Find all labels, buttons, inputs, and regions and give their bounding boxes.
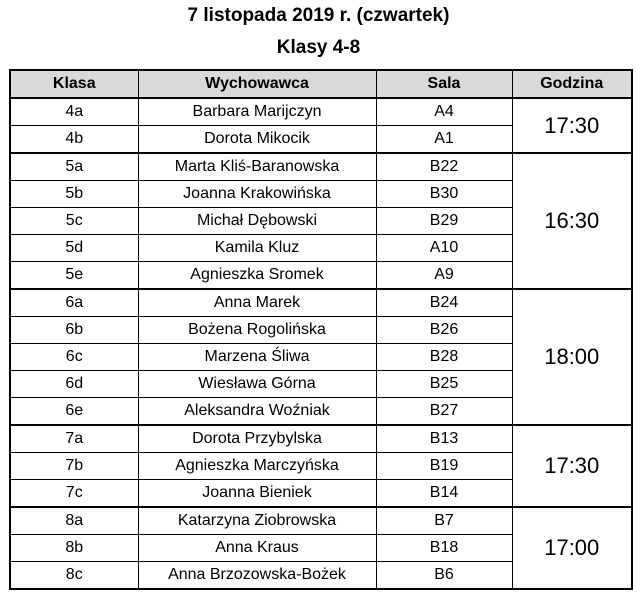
cell-klasa: 6d — [10, 371, 138, 398]
cell-sala: B7 — [376, 507, 512, 535]
schedule-body — [10, 98, 632, 589]
cell-sala: B22 — [376, 153, 512, 181]
cell-sala: B13 — [376, 425, 512, 453]
cell-sala: A1 — [376, 126, 512, 154]
cell-wychowawca: Dorota Przybylska — [138, 425, 376, 453]
cell-wychowawca: Wiesława Górna — [138, 371, 376, 398]
cell-sala: B26 — [376, 317, 512, 344]
page-subtitle: Klasy 4-8 — [276, 37, 361, 58]
cell-sala: A9 — [376, 262, 512, 290]
cell-klasa: 7b — [10, 453, 138, 480]
cell-klasa: 5a — [10, 153, 138, 181]
cell-sala: A4 — [376, 98, 512, 126]
cell-klasa: 4b — [10, 126, 138, 154]
cell-klasa: 5c — [10, 208, 138, 235]
cell-godzina: 18:00 — [512, 289, 632, 425]
table-row — [10, 507, 632, 535]
cell-klasa: 5d — [10, 235, 138, 262]
cell-klasa: 7c — [10, 480, 138, 508]
header-wychowawca: Wychowawca — [138, 70, 376, 98]
cell-sala: B14 — [376, 480, 512, 508]
cell-sala: B18 — [376, 535, 512, 562]
cell-sala: B25 — [376, 371, 512, 398]
cell-wychowawca: Aleksandra Woźniak — [138, 398, 376, 426]
table-row — [10, 425, 632, 453]
cell-klasa: 5b — [10, 181, 138, 208]
cell-klasa: 8b — [10, 535, 138, 562]
cell-wychowawca: Marzena Śliwa — [138, 344, 376, 371]
cell-klasa: 4a — [10, 98, 138, 126]
cell-wychowawca: Barbara Marijczyn — [138, 98, 376, 126]
cell-wychowawca: Agnieszka Sromek — [138, 262, 376, 290]
cell-godzina: 17:30 — [512, 98, 632, 153]
table-row — [10, 289, 632, 317]
header-row — [10, 70, 632, 98]
cell-klasa: 6c — [10, 344, 138, 371]
cell-wychowawca: Katarzyna Ziobrowska — [138, 507, 376, 535]
cell-klasa: 8c — [10, 562, 138, 590]
cell-wychowawca: Dorota Mikocik — [138, 126, 376, 154]
cell-sala: B29 — [376, 208, 512, 235]
cell-sala: B24 — [376, 289, 512, 317]
cell-klasa: 6e — [10, 398, 138, 426]
table-row — [10, 153, 632, 181]
cell-klasa: 8a — [10, 507, 138, 535]
cell-sala: B28 — [376, 344, 512, 371]
cell-wychowawca: Michał Dębowski — [138, 208, 376, 235]
cell-sala: B6 — [376, 562, 512, 590]
cell-wychowawca: Bożena Rogolińska — [138, 317, 376, 344]
cell-sala: B19 — [376, 453, 512, 480]
header-sala: Sala — [376, 70, 512, 98]
cell-klasa: 6a — [10, 289, 138, 317]
page-title: 7 listopada 2019 r. (czwartek) — [187, 5, 450, 26]
schedule-table — [9, 69, 633, 590]
header-godzina: Godzina — [512, 70, 632, 98]
cell-klasa: 5e — [10, 262, 138, 290]
cell-godzina: 16:30 — [512, 153, 632, 289]
cell-klasa: 6b — [10, 317, 138, 344]
header-klasa: Klasa — [10, 70, 138, 98]
cell-godzina: 17:30 — [512, 425, 632, 507]
cell-wychowawca: Joanna Krakowińska — [138, 181, 376, 208]
cell-sala: A10 — [376, 235, 512, 262]
cell-wychowawca: Anna Marek — [138, 289, 376, 317]
cell-wychowawca: Marta Kliś-Baranowska — [138, 153, 376, 181]
cell-wychowawca: Kamila Kluz — [138, 235, 376, 262]
cell-wychowawca: Joanna Bieniek — [138, 480, 376, 508]
cell-wychowawca: Agnieszka Marczyńska — [138, 453, 376, 480]
cell-wychowawca: Anna Brzozowska-Bożek — [138, 562, 376, 590]
cell-wychowawca: Anna Kraus — [138, 535, 376, 562]
table-row — [10, 98, 632, 126]
cell-sala: B30 — [376, 181, 512, 208]
cell-sala: B27 — [376, 398, 512, 426]
cell-godzina: 17:00 — [512, 507, 632, 589]
cell-klasa: 7a — [10, 425, 138, 453]
